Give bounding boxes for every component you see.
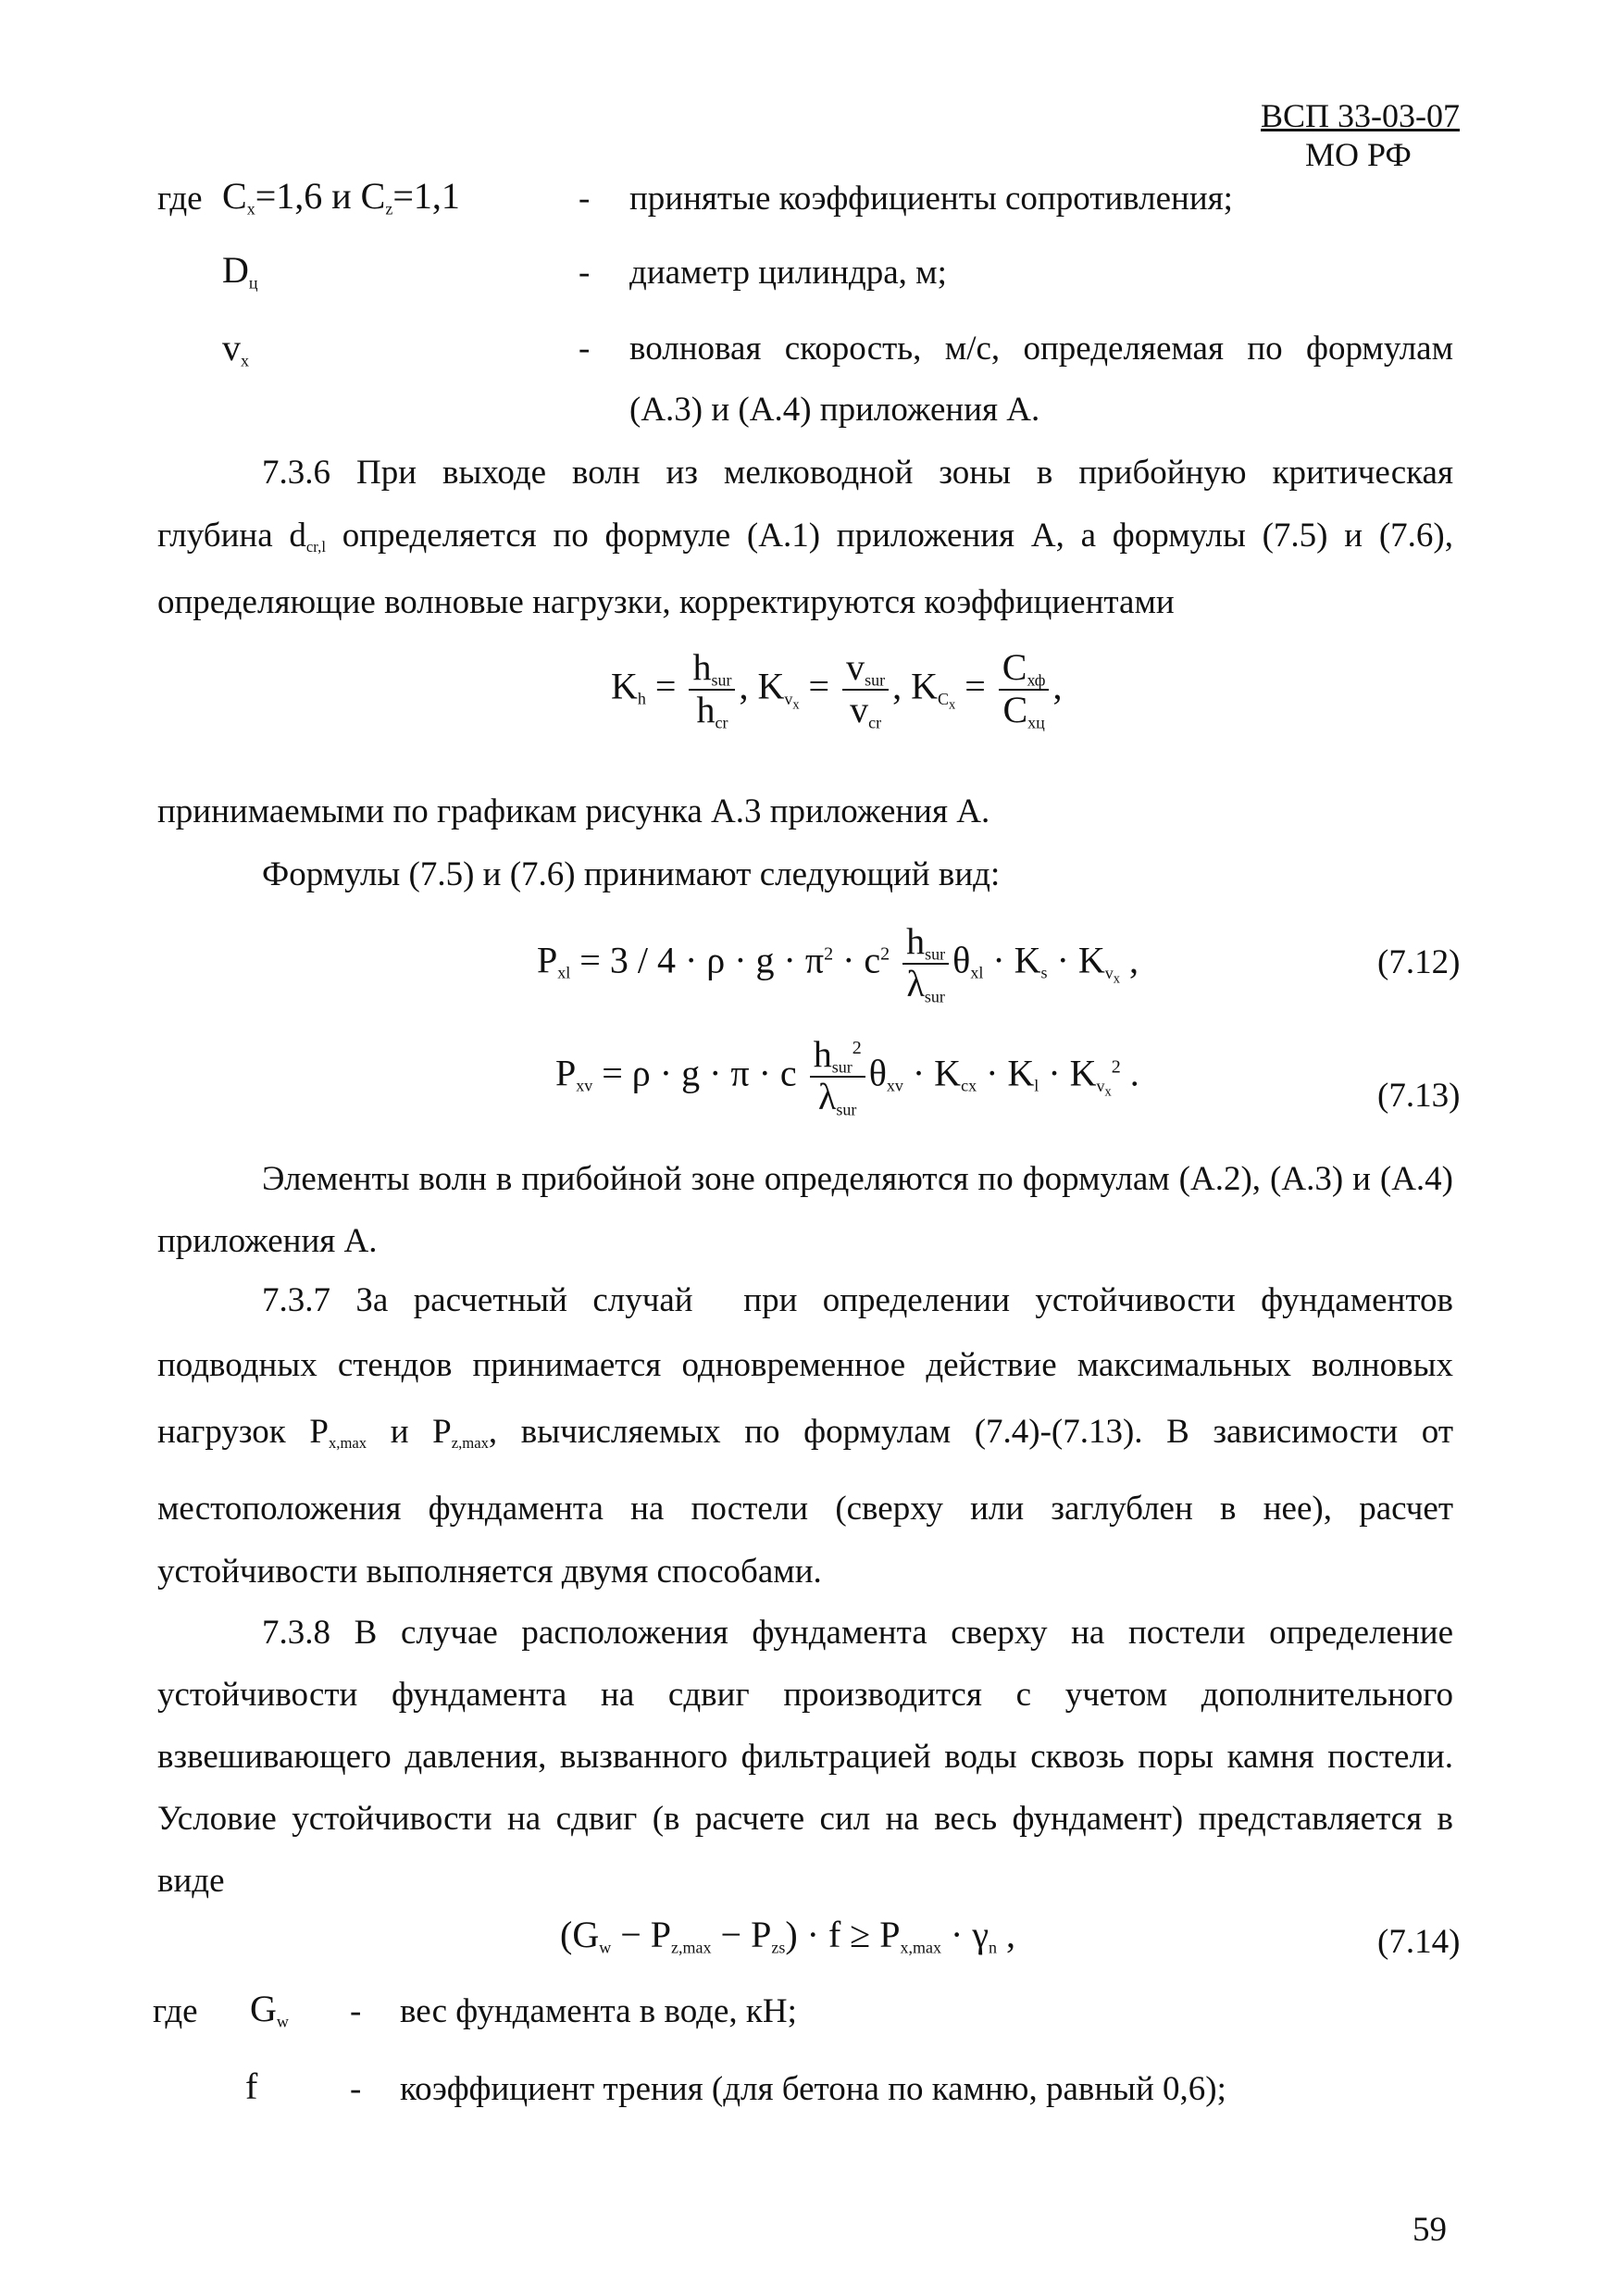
definition-symbol: $D_ц$	[222, 249, 258, 293]
paragraph-7-3-7-line3: нагрузок $P_{x,max}$ и $P_{z,max}$, вычисляемых по формулам (7.4)-(7.13). В зависимости от	[157, 1413, 1453, 1452]
organization: МО РФ	[1305, 136, 1412, 173]
definition-dash: -	[350, 1992, 362, 2030]
equation-number: (7.12)	[1377, 943, 1461, 981]
equation-7-14: $(G_w - P_{z,max} - P_{zs}) \cdot f \ge P_{x,max} \cdot \gamma_n$ ,	[560, 1914, 1015, 1957]
definition-symbol: f	[245, 2065, 258, 2107]
where-label: где	[157, 180, 203, 218]
paragraph-elements: Элементы волн в прибойной зоне определяются по формулам (А.2), (А.3) и (А.4) приложения А.	[157, 1160, 1453, 1260]
definition-text: вес фундамента в воде, кН;	[400, 1992, 797, 2030]
paragraph-7-3-7: 7.3.7 За расчетный случай при определении устойчивости фундаментов	[262, 1281, 1453, 1319]
where-label: где	[153, 1992, 198, 2030]
paragraph-7-3-6-line2: глубина $d_{cr,l}$ определяется по формуле (А.1) приложения А, а формулы (7.5) и (7.6),	[157, 517, 1454, 555]
definition-symbol: $G_w$	[250, 1988, 289, 2031]
page-number: 59	[1413, 2211, 1447, 2249]
definition-text-cont: (А.3) и (А.4) приложения А.	[629, 391, 1040, 429]
paragraph-formulas: Формулы (7.5) и (7.6) принимают следующий вид:	[262, 855, 1001, 893]
definition-symbol: $C_x=1,6$ и $C_z=1,1$	[222, 175, 460, 218]
definition-text: принятые коэффициенты сопротивления;	[629, 180, 1233, 218]
definition-dash: -	[579, 180, 591, 218]
coefficients-formula: $K_h$ = $\frac{h_{sur}}{h_{cr}}$ , $K_{v_x}$ = $\frac{v_{sur}}{v_{cr}}$ , $K_{C_x}$ = $\frac{C_{хф}}{C_{хц}}$ ,	[611, 646, 1063, 732]
equation-number: (7.14)	[1377, 1923, 1461, 1961]
paragraph-7-3-8: 7.3.8 В случае расположения фундамента сверху на постели определение устойчивости фундамента на сдвиг производится с учетом дополнительного взвешивающего давления, вызванного фильтрацией воды сквозь поры камня постели. Условие устойчивости на сдвиг (в расчете сил на весь фундамент) представляется в виде	[157, 1614, 1453, 1900]
definition-symbol: $v_x$	[222, 327, 249, 370]
document-code: ВСП 33-03-07	[1261, 97, 1460, 134]
definition-dash: -	[579, 330, 591, 368]
paragraph-7-3-6: 7.3.6 При выходе волн из мелководной зоны в прибойную критическая	[262, 454, 1453, 492]
definition-text: коэффициент трения (для бетона по камню, равный 0,6);	[400, 2070, 1226, 2108]
paragraph-after-coef: принимаемыми по графикам рисунка А.3 приложения А.	[157, 792, 990, 830]
definition-dash: -	[350, 2070, 362, 2108]
equation-7-13: $P_{xv} = \rho \cdot g \cdot \pi \cdot c$ $\frac{h_{sur}^2}{\lambda_{sur}}$ $\theta_{xv} \cdot K_{cx} \cdot K_l \cdot K_{v_x}^2$ .	[555, 1033, 1139, 1119]
definition-dash: -	[579, 254, 591, 292]
paragraph-7-3-6-line3: определяющие волновые нагрузки, корректируются коэффициентами	[157, 583, 1175, 621]
equation-number: (7.13)	[1377, 1077, 1461, 1115]
paragraph-7-3-7-line2: подводных стендов принимается одновременное действие максимальных волновых	[157, 1346, 1453, 1384]
definition-text: диаметр цилиндра, м;	[629, 254, 947, 292]
equation-7-12: $P_{xl} = 3 / 4 \cdot \rho \cdot g \cdot \pi^2 \cdot c^2$ $\frac{h_{sur}}{\lambda_{sur}}$ $\theta_{xl} \cdot K_s \cdot K_{v_x}$ ,	[537, 920, 1139, 1006]
paragraph-7-3-7-rest: местоположения фундамента на постели (сверху или заглублен в нее), расчет устойчивости выполняется двумя способами.	[157, 1490, 1453, 1591]
definition-text: волновая скорость, м/с, определяемая по формулам	[629, 330, 1453, 368]
